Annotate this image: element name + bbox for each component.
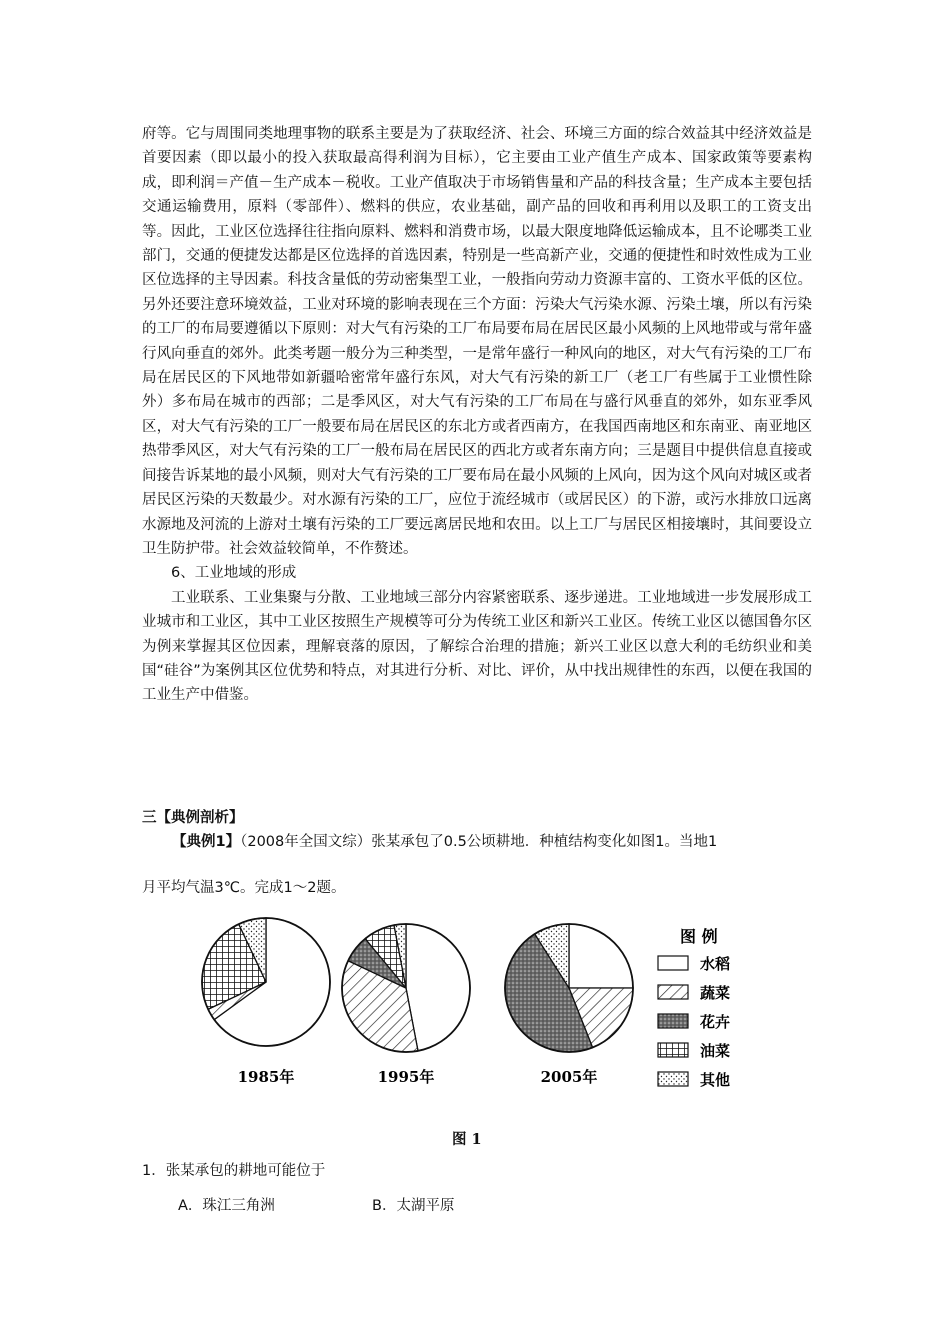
figure-caption: 图 1 xyxy=(452,1131,482,1148)
pie-year-label-0: 1985年 xyxy=(237,1068,295,1086)
legend-swatch-rice xyxy=(658,956,688,970)
example-intro-line1 xyxy=(172,830,717,851)
section-title: 三【典例剖析】 xyxy=(142,810,244,826)
pie-year-label-2: 2005年 xyxy=(540,1068,598,1086)
example-intro-line2: 月平均气温3℃。完成1～2题。 xyxy=(142,880,346,896)
legend-label-other: 其他 xyxy=(700,1071,731,1089)
paragraph-industrial-location: 府等。它与周围同类地理事物的联系主要是为了获取经济、社会、环境三方面的综合效益其中经济效益是首要因素（即以最小的投入获取最高得利润为目标），它主要由工业产值生产成本、国家政策等要素构成，即利润＝产值－生产成本－税收。工业产值取决于市场销售量和产品的科技含量；生产成本主要包括交通运输费用，原料（零部件）、燃料的供应，农业基础，副产品的回收和再利用以及职工的工资支出等。因此，工业区位选择往往指向原料、燃料和消费市场，以最大限度地降低运输成本，且不论哪类工业部门，交通的便捷发达都是区位选择的首选因素，特别是一些高新产业，交通的便捷性和时效性成为工业区位选择的主导因素。科技含量低的劳动密集型工业，一般指向劳动力资源丰富的、工资水平低的区位。另外还要注意环境效益，工业对环境的影响表现在三个方面：污染大气污染水源、污染土壤，所以有污染的工厂的布局要遵循以下原则：对大气有污染的工厂布局要布局在居民区最小风频的上风地带或与常年盛行风向垂直的郊外。此类考题一般分为三种类型，一是常年盛行一种风向的地区，对大气有污染的工厂布局在居民区的下风地带如新疆哈密常年盛行东风，对大气有污染的新工厂（老工厂有些属于工业惯性除外）多布局在城市的西部；二是季风区，对大气有污染的工厂布局在与盛行风垂直的郊外，如东亚季风区，对大气有污染的工厂一般要布局在居民区的东北方或者西南方，在我国西南地区和东南亚、南亚地区热带季风区，对大气有污染的工厂一般布局在居民区的西北方或者东南方向；三是题目中提供信息直接或间接告诉某地的最小风频，则对大气有污染的工厂要布局在最小风频的上风向，因为这个风向对城区或者居民区污染的天数最少。对水源有污染的工厂，应位于流经城市（或居民区）的下游，或污水排放口远离水源地及河流的上游对土壤有污染的工厂要远离居民地和农田。以上工厂与居民区相接壤时，其间要设立卫生防护带。社会效益较简单，不作赘述。 xyxy=(142,126,812,557)
legend xyxy=(658,927,730,1089)
pie-1 xyxy=(342,924,470,1052)
example-text: （2008年全国文综）张某承包了0.5公顷耕地．种植结构变化如图1。当地1 xyxy=(240,834,718,850)
option-a: A．珠江三角洲 xyxy=(178,1198,275,1214)
pie-0 xyxy=(202,918,330,1046)
body-text-block xyxy=(142,122,812,708)
pie-year-label-1: 1995年 xyxy=(377,1068,435,1086)
legend-label-flowers: 花卉 xyxy=(700,1013,731,1031)
legend-title: 图 例 xyxy=(680,927,718,946)
legend-swatch-other xyxy=(658,1072,688,1086)
legend-label-rapeseed: 油菜 xyxy=(700,1042,731,1060)
legend-label-rice: 水稻 xyxy=(700,955,731,973)
legend-swatch-rapeseed xyxy=(658,1043,688,1057)
legend-label-vegetables: 蔬菜 xyxy=(700,984,731,1002)
heading-industrial-region: 6、工业地域的形成 xyxy=(171,565,297,582)
figure-pie-charts xyxy=(0,910,950,1140)
question-1: 1．张某承包的耕地可能位于 xyxy=(142,1163,326,1179)
paragraph-industrial-region: 工业联系、工业集聚与分散、工业地域三部分内容紧密联系、逐步递进。工业地域进一步发展形成工业城市和工业区，其中工业区按照生产规模等可分为传统工业区和新兴工业区。传统工业区以德国鲁尔区为例来掌握其区位因素，理解衰落的原因，了解综合治理的措施；新兴工业区以意大利的毛纺织业和美国“硅谷”为案例其区位优势和特点，对其进行分析、对比、评价，从中找出规律性的东西，以便在我国的工业生产中借鉴。 xyxy=(142,589,812,704)
pie-slice-1-rice xyxy=(406,924,470,1051)
legend-swatch-vegetables xyxy=(658,985,688,999)
pie-2 xyxy=(505,924,633,1052)
example-label: 【典例1】 xyxy=(172,834,241,850)
option-b: B．太湖平原 xyxy=(372,1198,455,1214)
legend-swatch-flowers xyxy=(658,1014,688,1028)
